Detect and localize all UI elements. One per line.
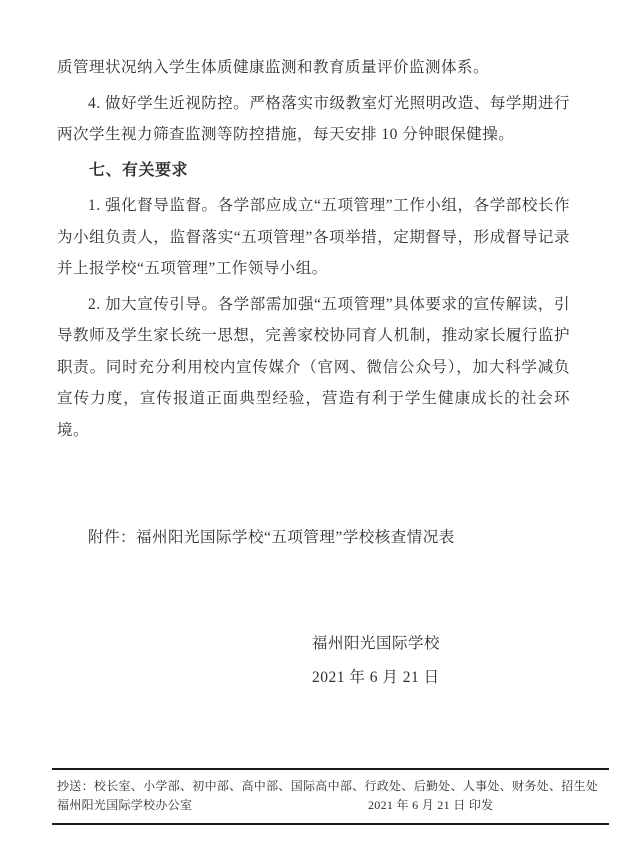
document-body [57, 52, 570, 554]
attachment-line: 附件：福州阳光国际学校“五项管理”学校核查情况表 [88, 529, 455, 546]
document-footer [52, 768, 609, 825]
signature-block [312, 627, 440, 695]
signature-org: 福州阳光国际学校 [312, 635, 441, 652]
footer-print-date: 2021 年 6 月 21 日 印发 [368, 798, 494, 812]
footer-issue-row [52, 796, 609, 815]
signature-date: 2021 年 6 月 21 日 [312, 669, 440, 686]
footer-cc-line: 抄送：校长室、小学部、初中部、高中部、国际高中部、行政处、后勤处、人事处、财务处、招生处 [57, 779, 599, 793]
paragraph-supervision: 1. 强化督导监督。各学部应成立“五项管理”工作小组，各学部校长作为小组负责人，监督落实“五项管理”各项举措，定期督导，形成督导记录并上报学校“五项管理”工作领导小组。 [57, 197, 570, 277]
footer-issuing-office: 福州阳光国际学校办公室 [57, 798, 193, 812]
section-heading-requirements: 七、有关要求 [89, 161, 189, 179]
paragraph-publicity: 2. 加大宣传引导。各学部需加强“五项管理”具体要求的宣传解读，引导教师及学生家长统一思想，完善家校协同育人机制，推动家长履行监护职责。同时充分利用校内宣传媒介（官网、微信公众号），加大科学减负宣传力度，宣传报道正面典型经验，营造有利于学生健康成长的社会环境。 [57, 295, 570, 439]
continuation-line: 质管理状况纳入学生体质健康监测和教育质量评价监测体系。 [57, 59, 490, 76]
paragraph-myopia-prevention: 4. 做好学生近视防控。严格落实市级教室灯光照明改造、每学期进行两次学生视力筛查监测等防控措施，每天安排 10 分钟眼保健操。 [57, 94, 570, 143]
footer-rule-bottom [52, 823, 609, 825]
